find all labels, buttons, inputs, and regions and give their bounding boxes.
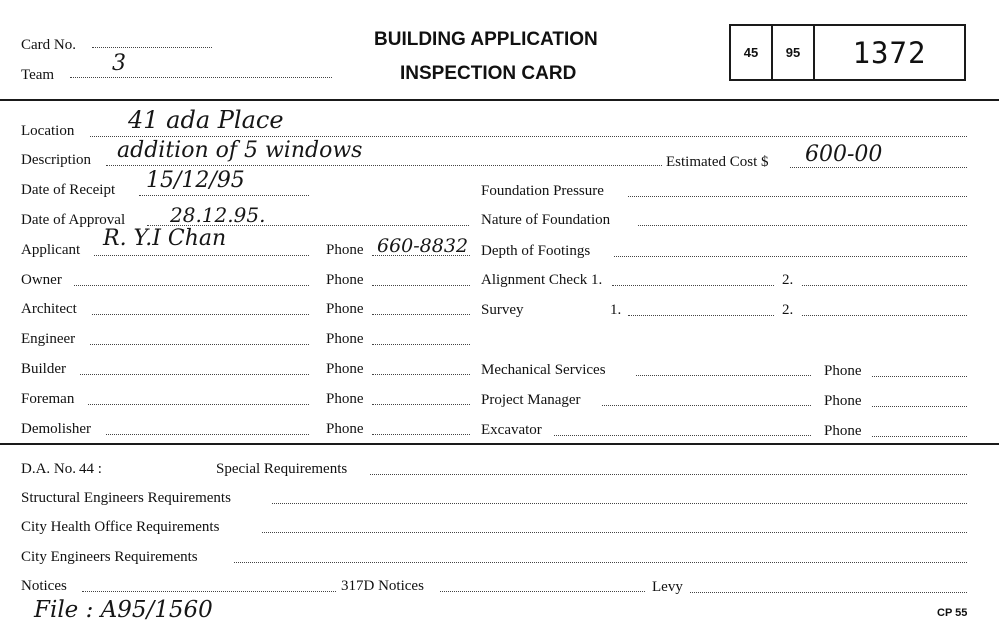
survey-1-label: 1. — [610, 302, 622, 318]
estimated-cost-label: Estimated Cost $ — [666, 154, 769, 170]
demolisher-line[interactable] — [106, 434, 309, 435]
description-value: addition of 5 windows — [117, 138, 363, 163]
form-title-line1: BUILDING APPLICATION — [374, 29, 598, 50]
engineer-phone-line[interactable] — [372, 344, 470, 345]
project-manager-line[interactable] — [602, 405, 811, 406]
reference-box — [729, 24, 966, 81]
project-manager-phone-label: Phone — [824, 393, 862, 409]
applicant-label: Applicant — [21, 242, 81, 258]
alignment-check-2-line[interactable] — [802, 285, 967, 286]
estimated-cost-value: 600-00 — [805, 142, 883, 167]
structural-requirements-line[interactable] — [272, 503, 967, 504]
form-title-line2: INSPECTION CARD — [400, 63, 577, 84]
excavator-label: Excavator — [481, 422, 542, 438]
city-engineers-requirements-line[interactable] — [234, 562, 967, 563]
date-approval-value: 28.12.95. — [170, 203, 266, 227]
owner-line[interactable] — [74, 285, 309, 286]
survey-2-label: 2. — [782, 302, 794, 318]
team-value: 3 — [112, 51, 126, 76]
health-office-requirements-label: City Health Office Requirements — [21, 519, 220, 535]
location-value: 41 ada Place — [128, 106, 284, 134]
excavator-phone-line[interactable] — [872, 436, 967, 437]
notices-317d-label: 317D Notices — [341, 578, 424, 594]
engineer-phone-label: Phone — [326, 331, 364, 347]
estimated-cost-line[interactable] — [790, 167, 967, 168]
architect-phone-label: Phone — [326, 301, 364, 317]
excavator-phone-label: Phone — [824, 423, 862, 439]
file-note: File : A95/1560 — [34, 597, 213, 623]
mechanical-services-label: Mechanical Services — [481, 362, 606, 378]
survey-2-line[interactable] — [802, 315, 967, 316]
description-label: Description — [21, 152, 91, 168]
survey-label: Survey — [481, 302, 524, 318]
alignment-check-2-label: 2. — [782, 272, 794, 288]
structural-requirements-label: Structural Engineers Requirements — [21, 490, 231, 506]
date-receipt-value: 15/12/95 — [146, 168, 245, 193]
owner-phone-label: Phone — [326, 272, 364, 288]
builder-phone-label: Phone — [326, 361, 364, 377]
notices-317d-line[interactable] — [440, 591, 645, 592]
engineer-line[interactable] — [90, 344, 309, 345]
demolisher-phone-line[interactable] — [372, 434, 470, 435]
special-requirements-line[interactable] — [370, 474, 967, 475]
team-label: Team — [21, 67, 55, 83]
foreman-phone-label: Phone — [326, 391, 364, 407]
applicant-line[interactable] — [94, 255, 309, 256]
applicant-value: R. Y.I Chan — [103, 226, 227, 251]
builder-phone-line[interactable] — [372, 374, 470, 375]
architect-label: Architect — [21, 301, 77, 317]
location-line[interactable] — [90, 136, 967, 137]
project-manager-label: Project Manager — [481, 392, 581, 408]
da-no-value: 44 : — [79, 461, 102, 477]
depth-footings-label: Depth of Footings — [481, 243, 591, 259]
architect-line[interactable] — [92, 314, 309, 315]
levy-line[interactable] — [690, 592, 967, 593]
foundation-pressure-label: Foundation Pressure — [481, 183, 604, 199]
applicant-phone-label: Phone — [326, 242, 364, 258]
special-requirements-label: Special Requirements — [216, 461, 348, 477]
foreman-line[interactable] — [88, 404, 309, 405]
mechanical-phone-label: Phone — [824, 363, 862, 379]
notices-label: Notices — [21, 578, 67, 594]
date-approval-label: Date of Approval — [21, 212, 126, 228]
mechanical-services-line[interactable] — [636, 375, 811, 376]
depth-footings-line[interactable] — [614, 256, 967, 257]
levy-label: Levy — [652, 579, 683, 595]
owner-label: Owner — [21, 272, 62, 288]
city-engineers-requirements-label: City Engineers Requirements — [21, 549, 198, 565]
owner-phone-line[interactable] — [372, 285, 470, 286]
header-divider — [0, 99, 999, 101]
demolisher-phone-label: Phone — [326, 421, 364, 437]
date-receipt-label: Date of Receipt — [21, 182, 116, 198]
notices-line[interactable] — [82, 591, 336, 592]
mechanical-phone-line[interactable] — [872, 376, 967, 377]
ref-year-a: 45 — [743, 45, 759, 60]
da-no-label: D.A. No. — [21, 461, 76, 477]
alignment-check-label: Alignment Check 1. — [481, 272, 603, 288]
survey-1-line[interactable] — [628, 315, 774, 316]
foundation-pressure-line[interactable] — [628, 196, 967, 197]
excavator-line[interactable] — [554, 435, 811, 436]
builder-label: Builder — [21, 361, 66, 377]
form-code: CP 55 — [937, 607, 968, 619]
foreman-phone-line[interactable] — [372, 404, 470, 405]
nature-foundation-line[interactable] — [638, 225, 967, 226]
architect-phone-line[interactable] — [372, 314, 470, 315]
card-no-label: Card No. — [21, 37, 76, 53]
project-manager-phone-line[interactable] — [872, 406, 967, 407]
demolisher-label: Demolisher — [21, 421, 91, 437]
card-no-line[interactable] — [92, 47, 212, 48]
nature-foundation-label: Nature of Foundation — [481, 212, 611, 228]
alignment-check-1-line[interactable] — [612, 285, 774, 286]
health-office-requirements-line[interactable] — [262, 532, 967, 533]
builder-line[interactable] — [80, 374, 309, 375]
engineer-label: Engineer — [21, 331, 76, 347]
card-number: 1372 — [852, 35, 927, 70]
team-line[interactable] — [70, 77, 332, 78]
description-line[interactable] — [106, 165, 662, 166]
applicant-phone-value: 660-8832 — [377, 235, 469, 257]
foreman-label: Foreman — [21, 391, 75, 407]
location-label: Location — [21, 123, 75, 139]
section-divider — [0, 443, 999, 445]
date-receipt-line[interactable] — [139, 195, 309, 196]
ref-year-b: 95 — [785, 45, 801, 60]
